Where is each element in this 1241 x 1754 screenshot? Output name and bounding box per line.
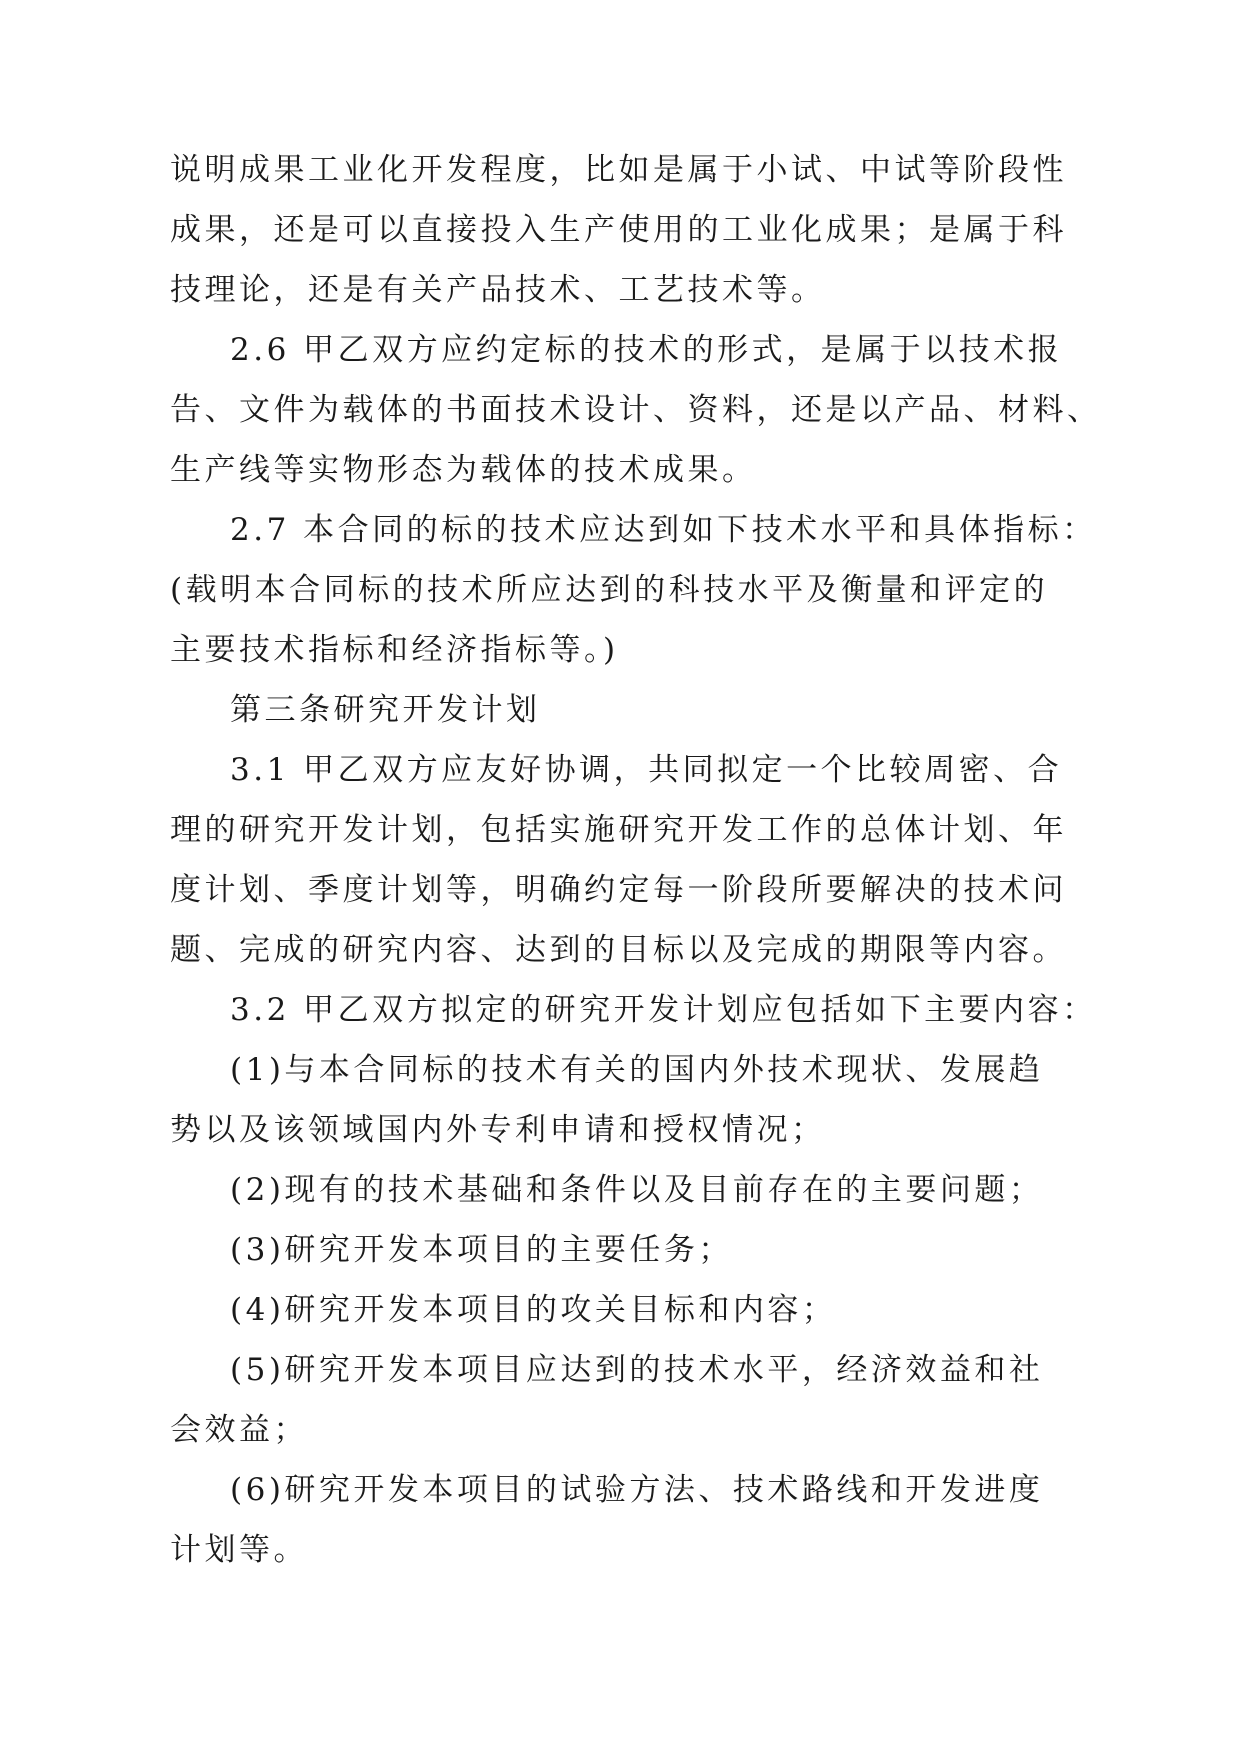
text-line-17: 势以及该领域国内外专利申请和授权情况； — [170, 1112, 826, 1148]
text-line-24: 计划等。 — [170, 1532, 308, 1568]
text-line-1: 说明成果工业化开发程度，比如是属于小试、中试等阶段性 — [170, 152, 1067, 188]
text-line-13: 度计划、季度计划等，明确约定每一阶段所要解决的技术问 — [170, 872, 1067, 908]
text-line-2: 成果，还是可以直接投入生产使用的工业化成果；是属于科 — [170, 212, 1067, 248]
text-line-18: (2)现有的技术基础和条件以及目前存在的主要问题； — [230, 1172, 1044, 1208]
text-line-8: (载明本合同标的技术所应达到的科技水平及衡量和评定的 — [170, 572, 1049, 608]
text-line-7: 2.7 本合同的标的技术应达到如下技术水平和具体指标： — [230, 512, 1097, 548]
text-line-20: (4)研究开发本项目的攻关目标和内容； — [230, 1292, 837, 1328]
text-line-11: 3.1 甲乙双方应友好协调，共同拟定一个比较周密、合 — [230, 752, 1063, 788]
text-line-12: 理的研究开发计划，包括实施研究开发工作的总体计划、年 — [170, 812, 1067, 848]
text-line-22: 会效益； — [170, 1412, 308, 1448]
text-line-15: 3.2 甲乙双方拟定的研究开发计划应包括如下主要内容： — [230, 992, 1097, 1028]
text-line-3: 技理论，还是有关产品技术、工艺技术等。 — [170, 272, 826, 308]
text-line-6: 生产线等实物形态为载体的技术成果。 — [170, 452, 757, 488]
text-line-9: 主要技术指标和经济指标等。) — [170, 632, 619, 668]
text-line-16: (1)与本合同标的技术有关的国内外技术现状、发展趋 — [230, 1052, 1044, 1088]
text-line-21: (5)研究开发本项目应达到的技术水平，经济效益和社 — [230, 1352, 1044, 1388]
section-heading: 第三条研究开发计划 — [230, 692, 541, 728]
text-line-23: (6)研究开发本项目的试验方法、技术路线和开发进度 — [230, 1472, 1044, 1508]
text-line-5: 告、文件为载体的书面技术设计、资料，还是以产品、材料、 — [170, 392, 1102, 428]
text-line-19: (3)研究开发本项目的主要任务； — [230, 1232, 733, 1268]
text-line-4: 2.6 甲乙双方应约定标的技术的形式，是属于以技术报 — [230, 332, 1063, 368]
text-line-14: 题、完成的研究内容、达到的目标以及完成的期限等内容。 — [170, 932, 1067, 968]
